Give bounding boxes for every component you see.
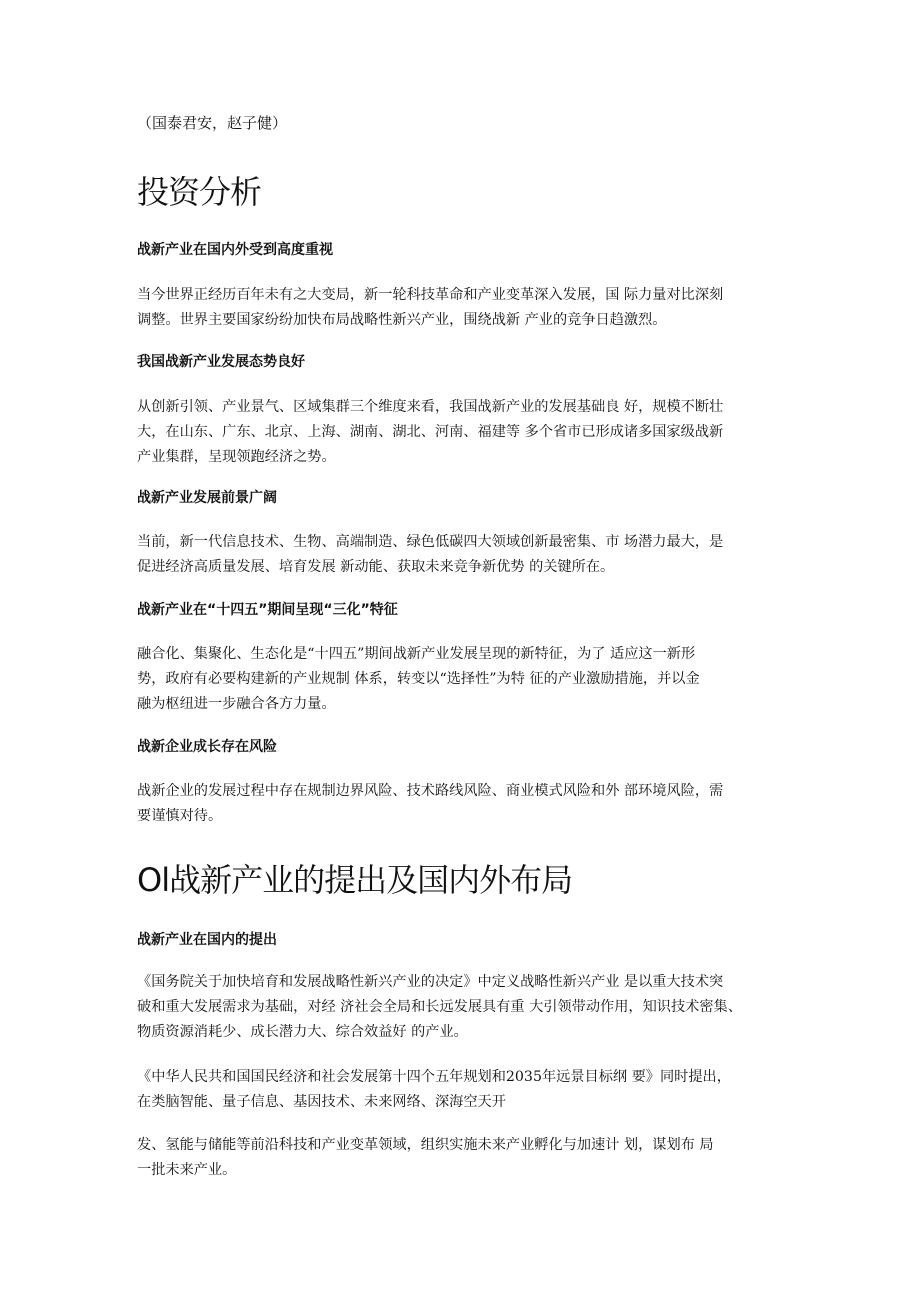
subheading-4: 战新产业在“十四五”期间呈现“三化”特征 [137,602,398,618]
paragraph-line: 《国务院关于加快培育和发展战略性新兴产业的决定》中定义战略性新兴产业 是以重大技术突 [137,974,724,990]
paragraph-line: 大，在山东、广东、北京、上海、湖南、湖北、河南、福建等 多个省市已形成诸多国家级战新 [137,424,724,440]
subheading-1: 战新产业在国内外受到高度重视 [137,242,333,258]
paragraph-line: 在类脑智能、量子信息、基因技术、未来网络、深海空天开 [137,1094,506,1110]
paragraph-8 [137,1133,787,1183]
section-title-industry-layout: Ol战新产业的提出及国内外布局 [137,861,573,899]
paragraph-line: 《中华人民共和国国民经济和社会发展第十四个五年规划和2035年远景目标纲 要》同时提出， [137,1069,731,1085]
paragraph-line: 势，政府有必要构建新的产业规制 体系，转变以“选择性”为特 征的产业激励措施，并以金 [137,671,700,687]
paragraph-line: 促进经济高质量发展、培育发展 新动能、获取未来竞争新优势 的关键所在。 [137,559,615,575]
paragraph-line: 物质资源消耗少、成长潜力大、综合效益好 的产业。 [137,1024,468,1040]
paragraph-3 [137,530,787,580]
author-line: （国泰君安，赵子健） [137,114,288,132]
paragraph-line: 调整。世界主要国家纷纷加快布局战略性新兴产业，围绕战新 产业的竞争日趋激烈。 [137,312,667,328]
paragraph-7 [137,1065,787,1115]
paragraph-line: 破和重大发展需求为基础，对经 济社会全局和长远发展具有重 大引领带动作用，知识技术密集、 [137,999,742,1015]
paragraph-4 [137,642,787,717]
subheading-6: 战新产业在国内的提出 [137,932,277,948]
paragraph-line: 发、氢能与储能等前沿科技和产业变革领域，组织实施未来产业孵化与加速计 划，谋划布 局 [137,1137,714,1153]
paragraph-line: 一批未来产业。 [137,1162,237,1178]
subheading-5: 战新企业成长存在风险 [137,739,277,755]
paragraph-line: 当今世界正经历百年未有之大变局，新一轮科技革命和产业变革深入发展，国 际力量对比深刻 [137,287,724,303]
paragraph-1 [137,283,787,333]
paragraph-line: 融为枢纽进一步融合各方力量。 [137,696,336,712]
subheading-2: 我国战新产业发展态势良好 [137,354,305,370]
subheading-3: 战新产业发展前景广阔 [137,490,277,506]
section-title-investment-analysis: 投资分析 [137,173,262,211]
paragraph-line: 当前，新一代信息技术、生物、高端制造、绿色低碳四大领域创新最密集、市 场潜力最大，是 [137,534,724,550]
paragraph-line: 产业集群，呈现领跑经济之势。 [137,449,336,465]
paragraph-line: 融合化、集聚化、生态化是“十四五”期间战新产业发展呈现的新特征，为了 适应这一新形 [137,646,696,662]
paragraph-6 [137,970,787,1045]
paragraph-line: 战新企业的发展过程中存在规制边界风险、技术路线风险、商业模式风险和外 部环境风险，需 [137,783,724,799]
paragraph-line: 从创新引领、产业景气、区域集群三个维度来看，我国战新产业的发展基础良 好，规模不断壮 [137,399,724,415]
paragraph-5 [137,779,787,829]
paragraph-2 [137,395,787,470]
paragraph-line: 要谨慎对待。 [137,808,223,824]
